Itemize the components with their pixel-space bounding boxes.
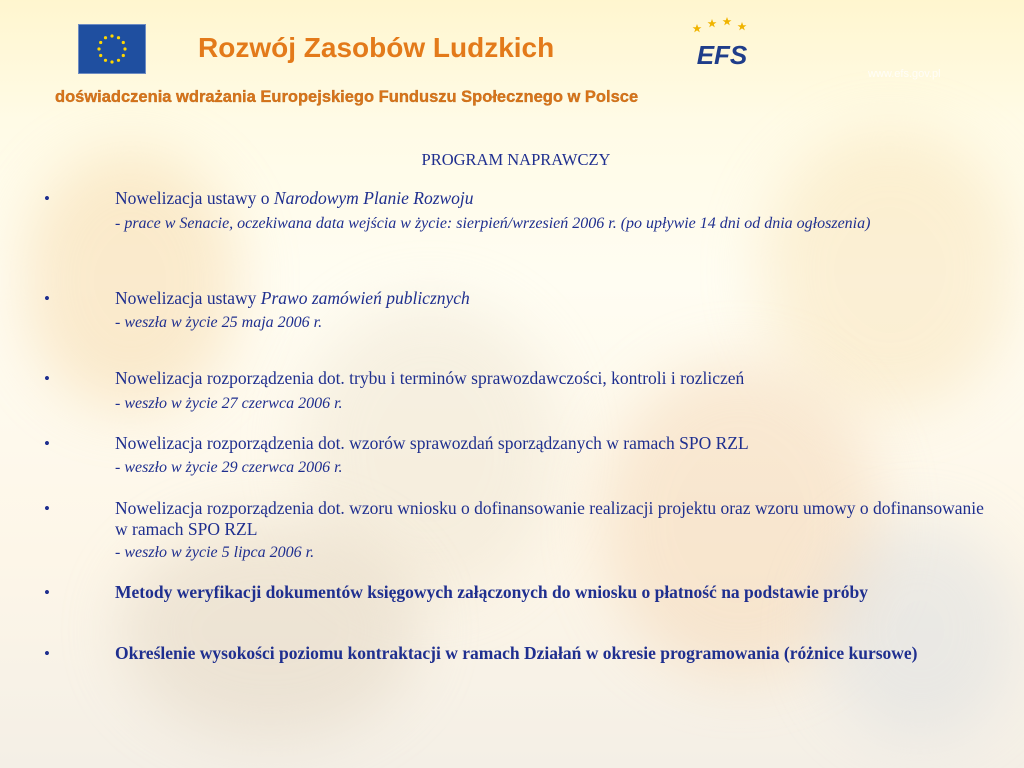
bullet: • [44, 289, 50, 308]
item-title: Nowelizacja rozporządzenia dot. trybu i terminów sprawozdawczości, kontroli i rozliczeń [115, 368, 745, 388]
item-title: Nowelizacja ustawy Prawo zamówień publicznych [115, 288, 470, 308]
item-title: Nowelizacja rozporządzenia dot. wzorów sprawozdań sporządzanych w ramach SPO RZL [115, 433, 749, 453]
bullet: • [44, 189, 50, 208]
item-status: - weszło w życie 27 czerwca 2006 r. [115, 395, 343, 412]
bullet: • [44, 644, 50, 663]
item-title: Metody weryfikacji dokumentów księgowych załączonych do wniosku o płatność na podstawie próby [115, 582, 869, 602]
bullet: • [44, 499, 50, 518]
item-status: - weszło w życie 29 czerwca 2006 r. [115, 459, 343, 476]
item-title: Nowelizacja ustawy o Narodowym Planie Rozwoju [115, 188, 474, 208]
slide-title: Rozwój Zasobów Ludzkich [198, 32, 555, 63]
item-status: - weszło w życie 5 lipca 2006 r. [115, 544, 315, 561]
section-heading: PROGRAM NAPRAWCZY [421, 150, 611, 169]
bullet: • [44, 583, 50, 602]
item-title: Określenie wysokości poziomu kontraktacji w ramach Działań w okresie programowania (różnice kursowe) [115, 643, 918, 663]
item-status: - prace w Senacie, oczekiwana data wejścia w życie: sierpień/wrzesień 2006 r. (po upływie 14 dni od dnia ogłoszenia) [115, 215, 871, 232]
slide-subtitle: doświadczenia wdrażania Europejskiego Funduszu Społecznego w Polsce [55, 88, 639, 106]
bullet: • [44, 434, 50, 453]
website-url: www.efs.gov.pl [868, 68, 941, 80]
item-title: Nowelizacja rozporządzenia dot. wzoru wniosku o dofinansowanie realizacji projektu oraz wzoru umowy o dofinansowanie w ramach SPO RZL [115, 498, 984, 539]
bullet: • [44, 369, 50, 388]
efs-logo-text: EFS [696, 40, 748, 70]
item-status: - weszła w życie 25 maja 2006 r. [115, 314, 323, 331]
